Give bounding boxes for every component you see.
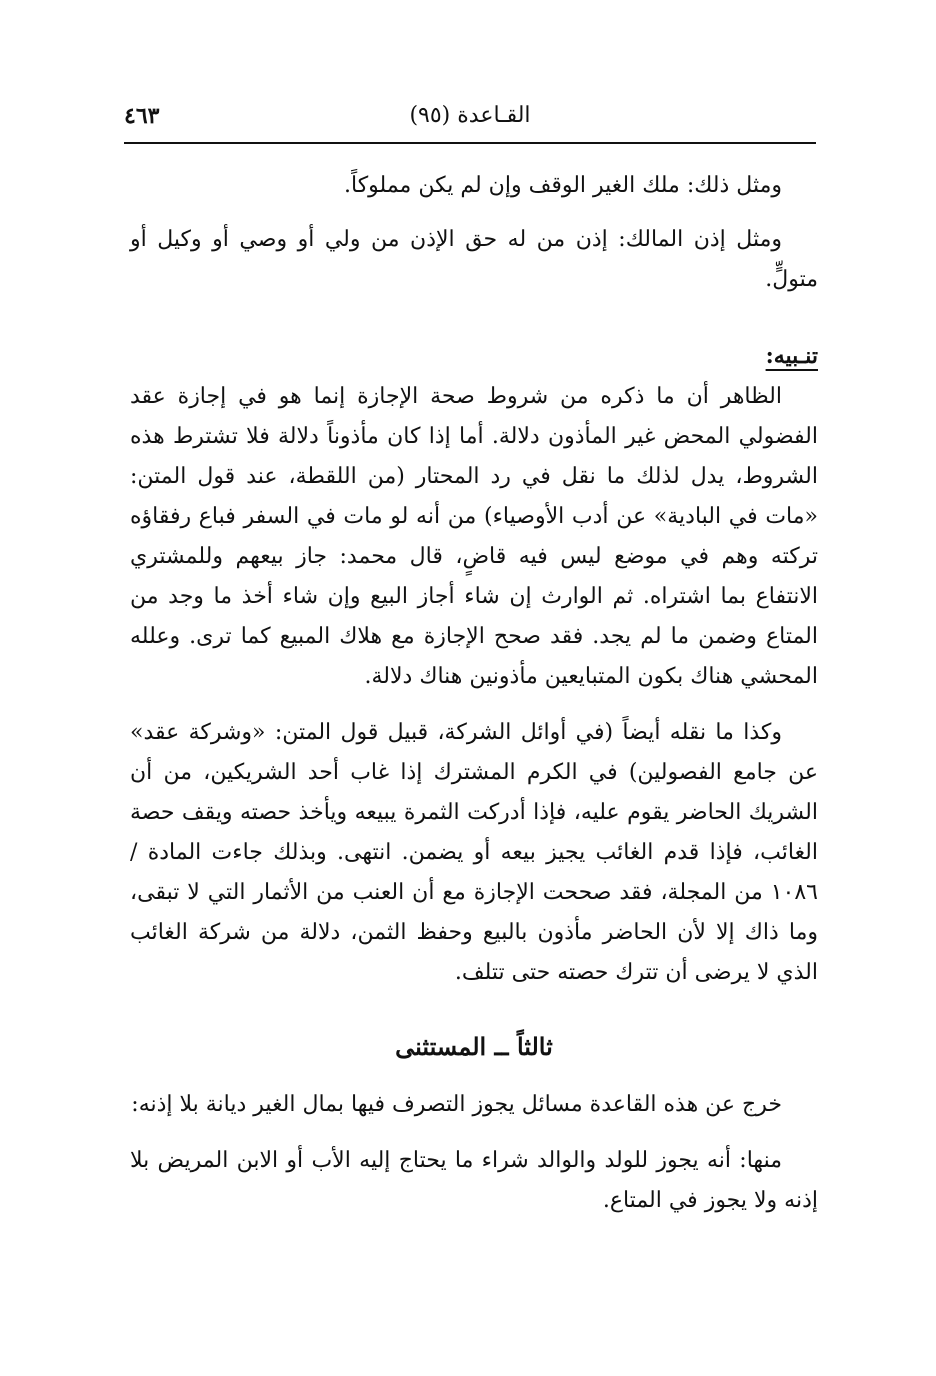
paragraph-2: ومثل إذن المالك: إذن من له حق الإذن من ولي أو وصي أو وكيل أو متولٍّ. bbox=[130, 227, 818, 292]
note-heading: تنـبيه: bbox=[765, 343, 818, 369]
paragraph-4: وكذا ما نقله أيضاً (في أوائل الشركة، قبيل قول المتن: «وشركة عقد» عن جامع الفصولين) في الكرم المشترك إذا غاب أحد الشريكين، من أن الشريك الحاضر يقوم عليه، فإذا أدركت الثمرة يبيعه ويأخذ حصته ويقف حصة الغائب، فإذا قدم الغائب يجيز بيعه أو يضمن. انتهى. وبذلك جاءت المادة / ١٠٨٦ من المجلة، فقد صححت الإجازة مع أن العنب من الأثمار التي لا تبقى، وما ذاك إلا لأن الحاضر مأذون بالبيع وحفظ الثمن، دلالة من شركة الغائب الذي لا يرضى أن تترك حصته حتى تتلف. bbox=[130, 720, 818, 985]
page-body bbox=[130, 166, 818, 1237]
paragraph-5: خرج عن هذه القاعدة مسائل يجوز التصرف فيها بمال الغير ديانة بلا إذنه: bbox=[131, 1092, 782, 1117]
page-header bbox=[124, 96, 816, 136]
running-title: القـاعدة (٩٥) bbox=[409, 103, 531, 128]
page-number: ٤٦٣ bbox=[124, 103, 160, 129]
paragraph-3: الظاهر أن ما ذكره من شروط صحة الإجازة إنما هو في إجازة عقد الفضولي المحض غير المأذون دلالة. أما إذا كان مأذوناً دلالة فلا تشترط هذه الشروط، يدل لذلك ما نقل في رد المحتار (من اللقطة، عند قول المتن: «مات في البادية» عن أدب الأوصياء) من أنه لو مات في السفر فباع رفقاؤه تركته وهم في موضع ليس فيه قاضٍ، قال محمد: جاز بيعهم وللمشتري الانتفاع بما اشتراه. ثم الوارث إن شاء أجاز البيع وإن شاء أخذ ما وجد من المتاع وضمن ما لم يجد. فقد صحح الإجازة مع هلاك المبيع كما ترى. وعلله المحشي هناك بكون المتبايعين مأذونين هناك دلالة. bbox=[130, 384, 818, 689]
note-heading-wrap bbox=[130, 316, 818, 377]
section-heading: ثالثاً ــ المستثنى bbox=[395, 1032, 553, 1061]
header-divider bbox=[124, 142, 816, 144]
paragraph-6: منها: أنه يجوز للولد والوالد شراء ما يحتاج إليه الأب أو الابن المريض بلا إذنه ولا يجوز في المتاع. bbox=[130, 1148, 818, 1213]
paragraph-1: ومثل ذلك: ملك الغير الوقف وإن لم يكن مملوكاً. bbox=[344, 173, 782, 198]
